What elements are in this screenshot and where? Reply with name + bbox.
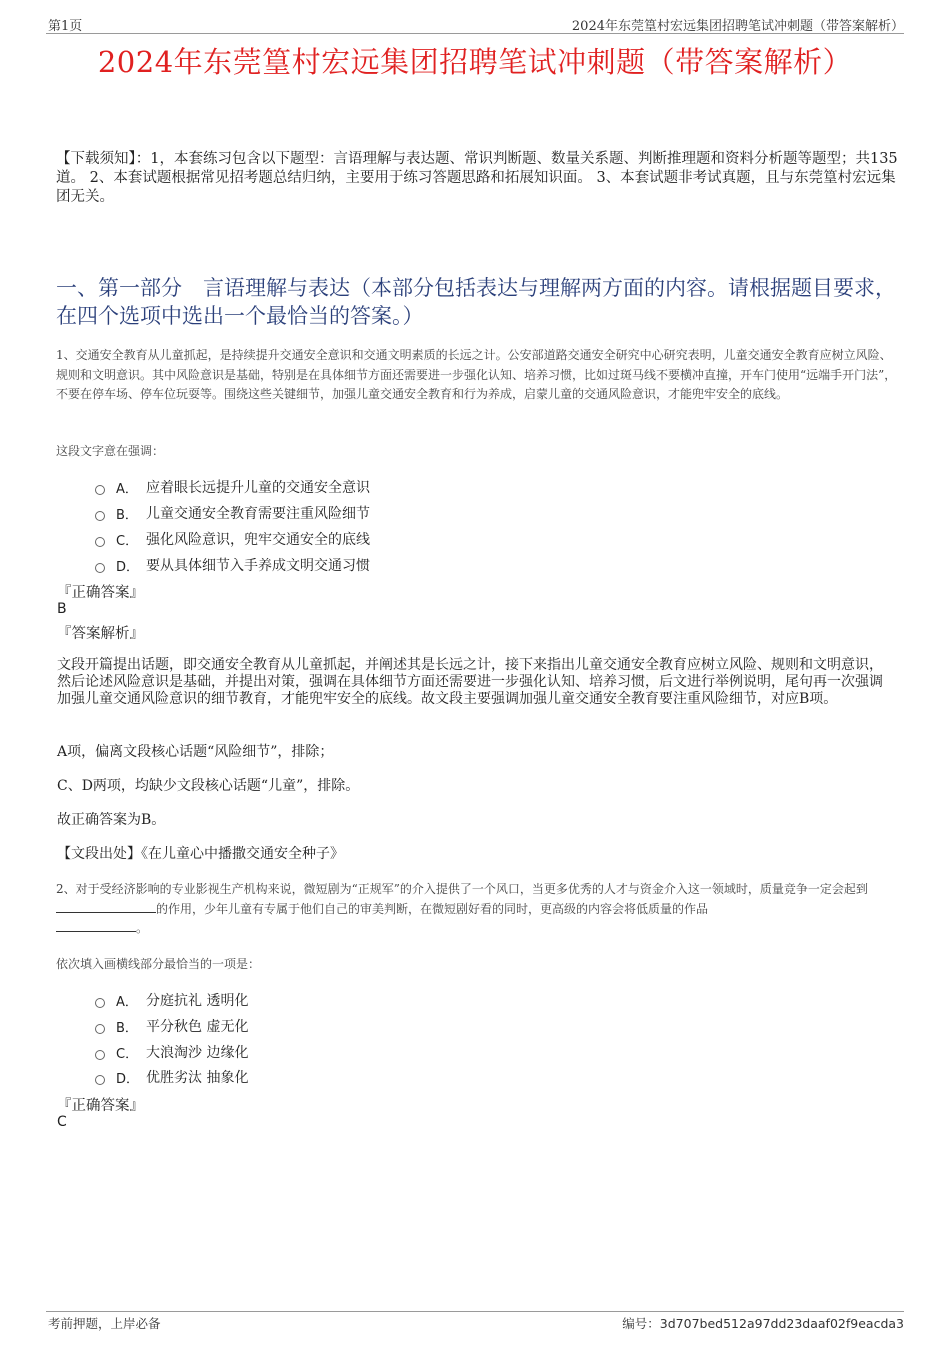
q1-answer: B <box>57 601 67 617</box>
footer-code <box>622 1314 904 1332</box>
q2-stem-end: 。 <box>136 921 149 935</box>
radio-icon[interactable] <box>95 1024 105 1034</box>
download-notice: 【下载须知】：1，本套练习包含以下题型：言语理解与表达题、常识判断题、数量关系题、判断推理题和资料分析题等题型；共135道。 2、本套试题根据常见招考题总结归纳，主要用于练习答题思路和拓展知识面。 3、本套试题非考试真题，且与东莞篁村宏远集团无关。 <box>56 151 898 205</box>
question-2-prompt: 依次填入画横线部分最恰当的一项是： <box>56 957 261 971</box>
q2-answer: C <box>57 1114 67 1130</box>
header-doc-title: 2024年东莞篁村宏远集团招聘笔试冲刺题（带答案解析） <box>571 19 904 34</box>
option-letter: D． <box>116 1071 140 1087</box>
q1-conclusion: 故正确答案为B。 <box>57 812 166 828</box>
radio-icon[interactable] <box>95 485 105 495</box>
option-letter: A． <box>116 481 138 497</box>
option-letter: B． <box>116 1020 138 1036</box>
q1-note-a: A项，偏离文段核心话题“风险细节”，排除； <box>57 744 334 760</box>
footer-divider <box>46 1311 904 1312</box>
question-1-prompt: 这段文字意在强调： <box>56 444 165 458</box>
footer-code-label: 编号： <box>622 1316 660 1331</box>
radio-icon[interactable] <box>95 998 105 1008</box>
q1-option-c[interactable] <box>95 529 370 549</box>
option-letter: C． <box>116 533 139 549</box>
option-text: 儿童交通安全教育需要注重风险细节 <box>146 506 370 522</box>
page-number: 第1页 <box>48 19 83 34</box>
option-text: 分庭抗礼 透明化 <box>146 993 249 1009</box>
question-1-stem: 1、交通安全教育从儿童抓起，是持续提升交通安全意识和交通文明素质的长远之计。公安部道路交通安全研究中心研究表明，儿童交通安全教育应树立风险、规则和文明意识。其中风险意识是基础，特别是在具体细节方面还需要进一步强化认知、培养习惯，比如过斑马线不要横冲直撞，开车门使用“远端手开门法”，不要在停车场、停车位玩耍等。围绕这些关键细节，加强儿童交通安全教育和行为养成，启蒙儿童的交通风险意识，才能兜牢安全的底线。 <box>56 348 897 401</box>
q1-analysis-label: 『答案解析』 <box>57 626 144 642</box>
footer-code-value: 3d707bed512a97dd23daaf02f9eacda3 <box>659 1316 904 1331</box>
radio-icon[interactable] <box>95 563 105 573</box>
q1-analysis: 文段开篇提出话题，即交通安全教育从儿童抓起，并阐述其是长远之计，接下来指出儿童交通安全教育应树立风险、规则和文明意识，然后论述风险意识是基础，并提出对策，强调在具体细节方面还需要进一步强化认知、培养习惯，后文进行举例说明，尾句再一次强调加强儿童交通风险意识的细节教育，才能兜牢安全的底线。故文段主要强调加强儿童交通安全教育要注重风险细节，对应B项。 <box>57 657 883 707</box>
document-title: 2024年东莞篁村宏远集团招聘笔试冲刺题（带答案解析） <box>97 45 853 79</box>
radio-icon[interactable] <box>95 511 105 521</box>
option-text: 大浪淘沙 边缘化 <box>146 1045 249 1061</box>
q1-option-a[interactable] <box>95 477 370 497</box>
option-text: 应着眼长远提升儿童的交通安全意识 <box>146 480 370 496</box>
option-text: 优胜劣汰 抽象化 <box>146 1070 249 1086</box>
option-letter: B． <box>116 507 138 523</box>
fill-blank-2 <box>56 920 136 932</box>
option-text: 强化风险意识，兜牢交通安全的底线 <box>146 532 370 548</box>
q1-option-d[interactable] <box>95 555 370 575</box>
fill-blank-1 <box>56 901 156 913</box>
option-text: 要从具体细节入手养成文明交通习惯 <box>146 558 370 574</box>
header-divider <box>46 33 904 34</box>
q1-source: 【文段出处】《在儿童心中播撒交通安全种子》 <box>57 846 344 862</box>
footer-slogan: 考前押题，上岸必备 <box>48 1316 161 1331</box>
q2-option-d[interactable] <box>95 1067 248 1087</box>
q2-option-b[interactable] <box>95 1016 248 1036</box>
option-letter: D． <box>116 559 140 575</box>
section-heading: 一、第一部分 言语理解与表达（本部分包括表达与理解两方面的内容。请根据题目要求，在四个选项中选出一个最恰当的答案。） <box>56 276 896 328</box>
radio-icon[interactable] <box>95 1050 105 1060</box>
option-letter: A． <box>116 994 138 1010</box>
q2-answer-label: 『正确答案』 <box>57 1098 144 1114</box>
q1-answer-label: 『正确答案』 <box>57 585 144 601</box>
q2-option-c[interactable] <box>95 1042 248 1062</box>
q1-option-b[interactable] <box>95 503 370 523</box>
q1-note-cd: C、D两项，均缺少文段核心话题“儿童”，排除。 <box>57 778 360 794</box>
option-letter: C． <box>116 1046 139 1062</box>
q2-stem-part2: 的作用，少年儿童有专属于他们自己的审美判断，在微短剧好看的同时，更高级的内容会将低质量的作品 <box>156 901 709 916</box>
q2-option-a[interactable] <box>95 990 248 1010</box>
option-text: 平分秋色 虚无化 <box>146 1019 249 1035</box>
q2-stem-part1: 2、对于受经济影响的专业影视生产机构来说，微短剧为“正规军”的介入提供了一个风口，当更多优秀的人才与资金介入这一领域时，质量竞争一定会起到 <box>56 882 868 896</box>
radio-icon[interactable] <box>95 1075 105 1085</box>
question-2-stem <box>56 880 901 939</box>
radio-icon[interactable] <box>95 537 105 547</box>
